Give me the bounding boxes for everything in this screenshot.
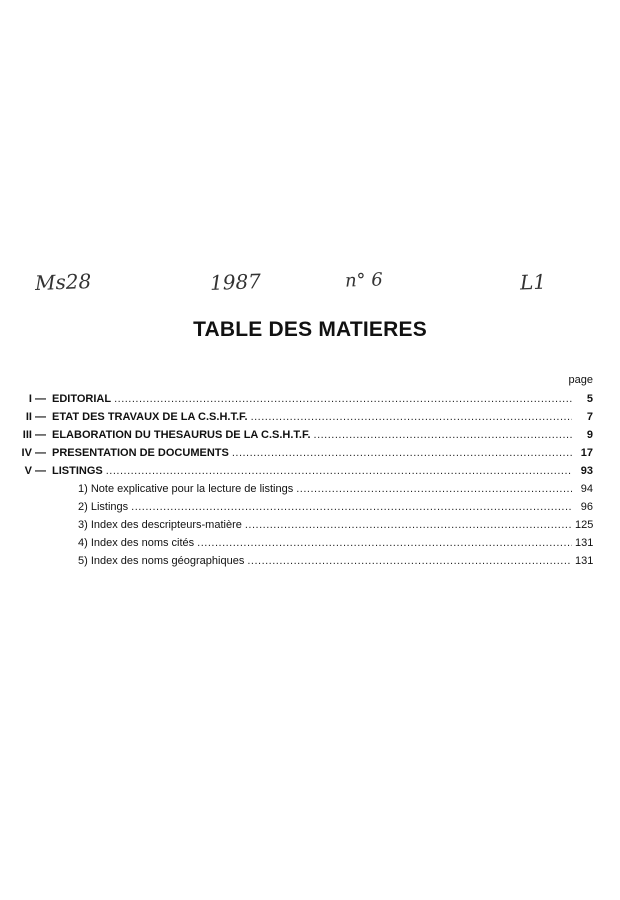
toc-entry-label: ELABORATION DU THESAURUS DE LA C.S.H.T.F. xyxy=(52,429,311,441)
toc-entry-presentation-documents xyxy=(0,444,620,462)
dot-leader xyxy=(197,534,572,552)
dot-leader xyxy=(131,498,572,516)
dot-leader xyxy=(106,462,572,480)
dot-leader xyxy=(232,444,572,462)
toc-entry-elaboration-thesaurus xyxy=(0,426,620,444)
toc-entry-page: 93 xyxy=(580,465,593,477)
toc-subentry-page: 94 xyxy=(580,483,593,495)
toc-subentry-page: 125 xyxy=(575,519,594,531)
toc-entry-page: 17 xyxy=(580,447,593,459)
toc-subentry-page: 131 xyxy=(575,555,594,567)
toc-subentry-label: 4) Index des noms cités xyxy=(78,537,195,549)
toc-subentry-label: 1) Note explicative pour la lecture de listings xyxy=(78,483,294,495)
handwritten-note-code: L1 xyxy=(519,269,547,295)
toc-entry-number: IV — xyxy=(21,447,46,459)
toc-entry-number: III — xyxy=(22,429,46,441)
dot-leader xyxy=(247,552,572,570)
page-column-label: page xyxy=(568,374,593,386)
toc-entry-number: I — xyxy=(28,393,46,405)
dot-leader xyxy=(114,390,572,408)
toc-entry-editorial xyxy=(0,390,620,408)
toc-entry-label: LISTINGS xyxy=(52,465,103,477)
toc-entry-page: 9 xyxy=(586,429,593,441)
toc-subentry-listings xyxy=(0,498,620,516)
toc-subentry-label: 2) Listings xyxy=(78,501,129,513)
toc-entry-label: ETAT DES TRAVAUX DE LA C.S.H.T.F. xyxy=(52,411,248,423)
handwritten-note-shelfmark: Ms28 xyxy=(34,269,92,295)
toc-subentry-label: 5) Index des noms géographiques xyxy=(78,555,245,567)
toc-subentry-page: 96 xyxy=(580,501,593,513)
toc-subentry-index-noms-cites xyxy=(0,534,620,552)
toc-subentry-label: 3) Index des descripteurs-matière xyxy=(78,519,242,531)
toc-entry-listings xyxy=(0,462,620,480)
toc-entry-number: V — xyxy=(24,465,46,477)
toc-entry-page: 5 xyxy=(586,393,593,405)
toc-entry-label: PRESENTATION DE DOCUMENTS xyxy=(52,447,229,459)
dot-leader xyxy=(251,408,572,426)
toc-entry-number: II — xyxy=(25,411,46,423)
toc-subentry-page: 131 xyxy=(575,537,594,549)
toc-subentry-index-noms-geographiques xyxy=(0,552,620,570)
toc-entry-label: EDITORIAL xyxy=(52,393,112,405)
page-title: TABLE DES MATIERES xyxy=(193,318,427,341)
toc-subentry-note-explicative xyxy=(0,480,620,498)
toc-entry-etat-des-travaux xyxy=(0,408,620,426)
handwritten-note-issue: n° 6 xyxy=(344,269,384,292)
toc-subentry-index-descripteurs xyxy=(0,516,620,534)
handwritten-note-year: 1987 xyxy=(209,269,262,295)
toc-entry-page: 7 xyxy=(586,411,593,423)
dot-leader xyxy=(314,426,572,444)
dot-leader xyxy=(296,480,572,498)
dot-leader xyxy=(245,516,572,534)
